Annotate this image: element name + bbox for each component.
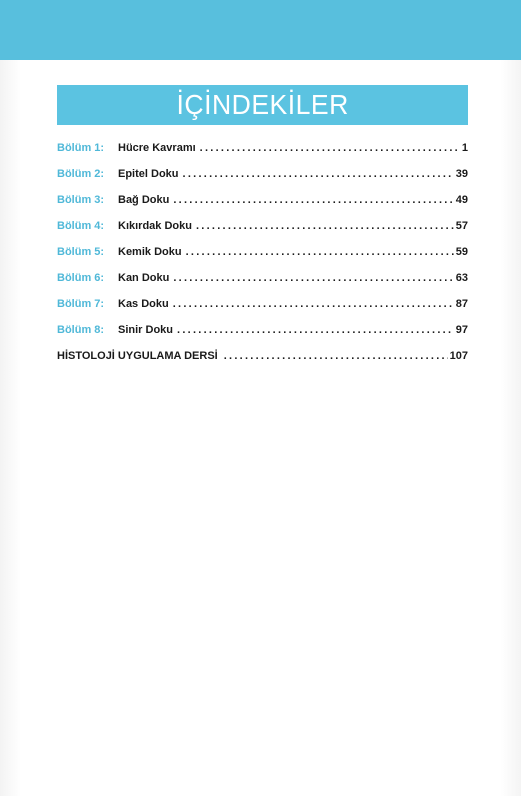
toc-leader-dots [173,187,453,213]
toc-leader-dots [173,291,454,317]
toc-entry-appendix[interactable] [57,343,468,369]
toc-entry[interactable] [57,161,468,187]
toc-section-label: Bölüm 6: [57,272,105,284]
toc-entry[interactable] [57,265,468,291]
toc-leader-dots [186,239,454,265]
toc-page-number: 59 [455,246,468,258]
title-banner [57,85,468,125]
toc-section-label: Bölüm 8: [57,324,105,336]
toc-leader-dots [224,343,448,369]
toc-section-label: Bölüm 1: [57,142,105,154]
toc-page-number: 49 [455,194,468,206]
toc-entry[interactable] [57,317,468,343]
toc-section-label: Bölüm 3: [57,194,105,206]
toc-entry-title: Sinir Doku [118,324,174,336]
toc-section-label: Bölüm 2: [57,168,105,180]
page-title: İÇİNDEKİLER [176,89,349,120]
toc-leader-dots [177,317,454,343]
toc-entry[interactable] [57,291,468,317]
toc-page-number: 63 [455,272,468,284]
toc-entry[interactable] [57,239,468,265]
toc-entry[interactable] [57,213,468,239]
toc-page-number: 97 [455,324,468,336]
toc-section-label: Bölüm 4: [57,220,105,232]
toc-page-number: 107 [449,350,468,362]
toc-entry[interactable] [57,135,468,161]
toc-entry-title: HİSTOLOJİ UYGULAMA DERSİ [57,350,218,362]
toc-entry-title: Kıkırdak Doku [118,220,192,232]
toc-page-number: 39 [455,168,468,180]
toc-section-label: Bölüm 7: [57,298,105,310]
toc-leader-dots [173,265,453,291]
toc-leader-dots [196,213,454,239]
toc-section-label: Bölüm 5: [57,246,105,258]
toc-page-number: 1 [461,142,468,154]
toc-page-number: 57 [455,220,468,232]
top-color-band [0,0,521,60]
toc-entry-title: Kan Doku [118,272,170,284]
toc-entry-title: Bağ Doku [118,194,170,206]
table-of-contents [57,135,468,369]
toc-entry-title: Kemik Doku [118,246,182,258]
toc-page-number: 87 [455,298,468,310]
toc-entry-title: Hücre Kavramı [118,142,196,154]
toc-leader-dots [183,161,454,187]
toc-entry-title: Kas Doku [118,298,169,310]
toc-entry-title: Epitel Doku [118,168,179,180]
toc-leader-dots [200,135,460,161]
toc-entry[interactable] [57,187,468,213]
